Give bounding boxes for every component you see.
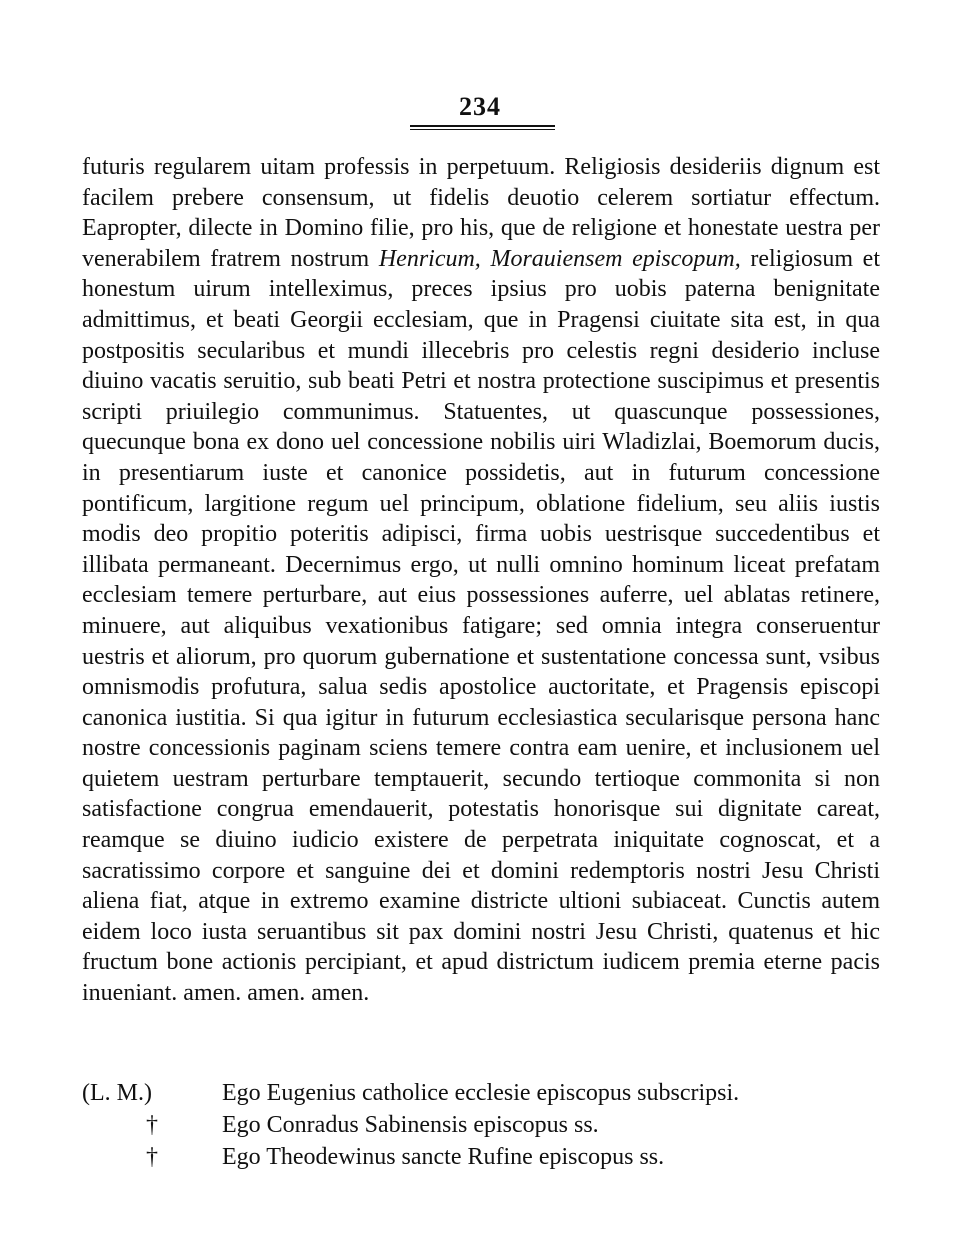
signature-block — [82, 1077, 880, 1173]
body-text-italic-name: Henricum, Morauiensem episcopum, — [378, 245, 741, 272]
signature-text: Ego Conradus Sabinensis episcopus ss. — [222, 1112, 599, 1138]
cross-mark: † — [146, 1144, 158, 1170]
page-number: 234 — [459, 92, 501, 121]
body-text-part-2: religiosum et honestum uirum intelleximus, preces ipsius pro uobis paterna benignitate admittimus, et beati Georgii ecclesiam, que in Pragensi ciuitate sita est, in qua postpositis secularibus et mundi illecebris pro celestis regni desiderio incluse diuino vacatis seruitio, sub beati Petri et nostra protectione suscipimus et presentis scripti priuilegio communimus. Statuentes, ut quascunque possessiones, quecunque bona ex dono uel concessione nobilis uiri Wladizlai, Boemorum ducis, in presentiarum iuste et canonice possidetis, aut in futurum concessione pontificum, largitione regum uel principum, oblatione fidelium, seu aliis iustis modis deo propitio poteritis adipisci, firma uobis uestrisque succedentibus et illibata permaneant. Decernimus ergo, ut nulli omnino hominum liceat prefatam ecclesiam temere perturbare, aut eius possessiones auferre, uel ablatas retinere, minuere, aut aliquibus vexationibus fatigare; sed omnia integra conseruentur uestris et aliorum, pro quorum gubernatione et sustentatione concessa sunt, vsibus omnismodis profutura, salua sedis apostolice auctoritate, et Pragensis episcopi canonica iustitia. Si qua igitur in futurum ecclesiastica secularisque persona hanc nostre concessionis paginam sciens temere contra eam uenire, et inclusionem uel quietem uestram perturbare temptauerit, secundo tertioque commonita si non satisfactione congrua emendauerit, potestatis honorisque sui dignitate careat, reamque se diuino iudicio existere de perpetrata iniquitate cognoscat, et a sacratissimo corpore et sanguine dei et domini redemptoris nostri Jesu Christi aliena fiat, atque in extremo examine districte ultioni subiaceat. Cunctis autem eidem loco iusta seruantibus sit pax domini nostri Jesu Christi, quatenus et hic fructum bone actionis percipiant, et apud districtum iudicem premia eterne pacis inueniant. amen. amen. amen. — [82, 245, 880, 1007]
signature-text: Ego Eugenius catholice ecclesie episcopus subscripsi. — [222, 1080, 740, 1106]
header-rule — [410, 125, 555, 130]
signature-text: Ego Theodewinus sancte Rufine episcopus ss. — [222, 1144, 665, 1170]
body-text-part-1: futuris regularem uitam professis in perpetuum. Religiosis desideriis dignum est facilem prebere consensum, ut fidelis deuotio celerem sortiatur effectum. Eapropter, dilecte in Domino filie, pro his, que de religione et honestate uestra per venerabilem fratrem nostrum — [82, 154, 880, 272]
signature-row — [82, 1141, 880, 1173]
signature-row — [82, 1077, 880, 1109]
seal-mark: (L. M.) — [82, 1080, 152, 1106]
cross-mark: † — [146, 1112, 158, 1138]
signature-row — [82, 1109, 880, 1141]
body-text — [82, 152, 880, 1009]
